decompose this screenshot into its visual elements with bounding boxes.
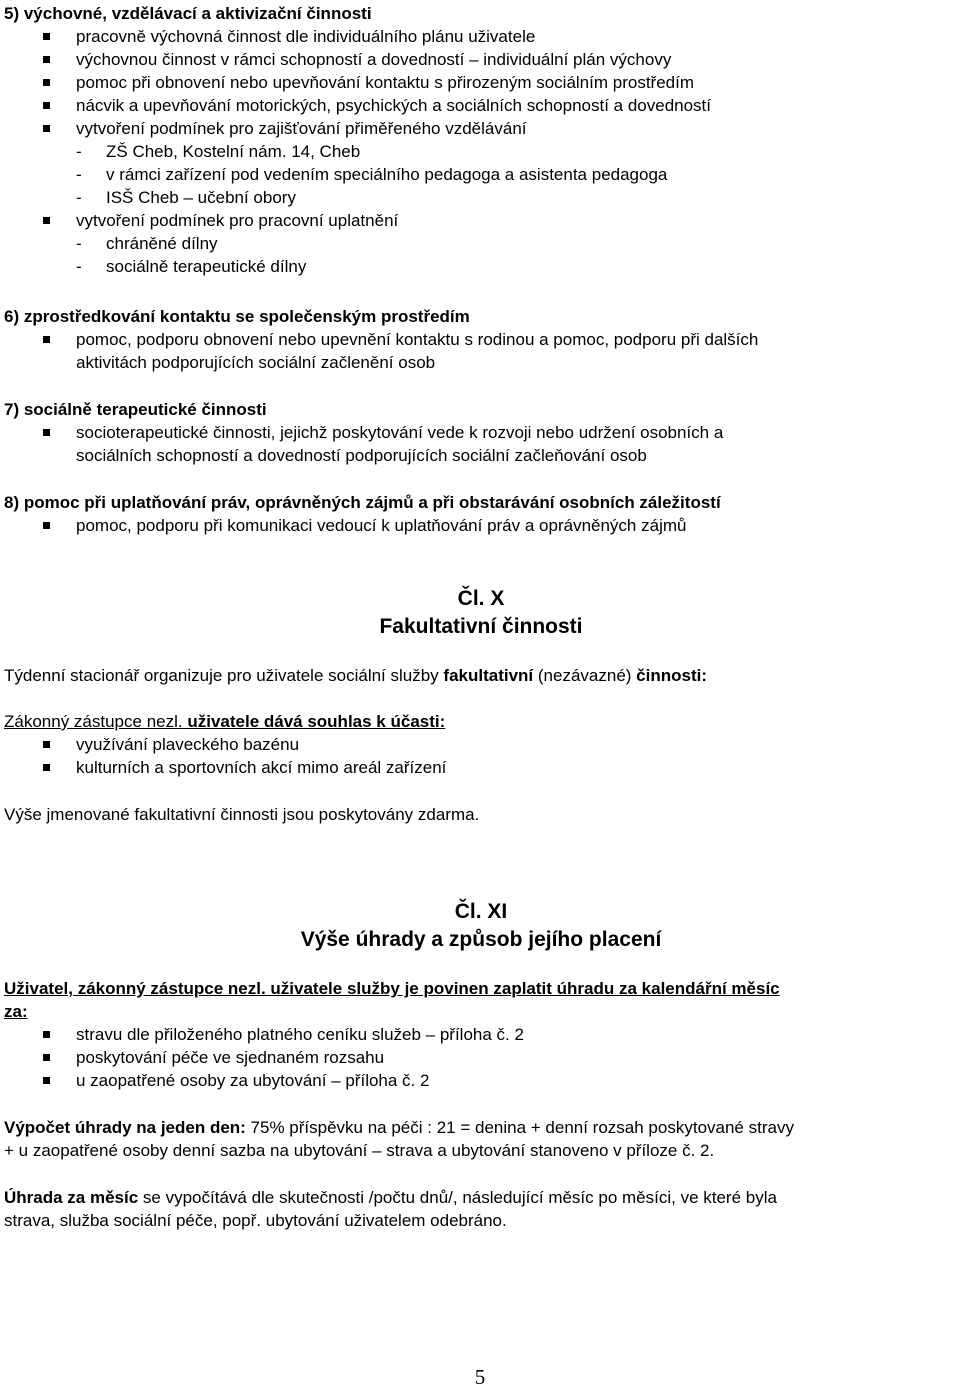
section-6-heading: 6) zprostředkování kontaktu se společenským prostředím <box>4 307 470 326</box>
list-item-continuation: sociálních schopností a dovedností podporujících sociální začleňování osob <box>76 446 647 465</box>
sub-list-item: - chráněné dílny <box>76 234 218 253</box>
section-5-heading: 5) výchovné, vzdělávací a aktivizační činnosti <box>4 4 372 23</box>
sub-list-item: - sociálně terapeutické dílny <box>76 257 307 276</box>
article-10-intro: Týdenní stacionář organizuje pro uživatele sociální služby fakultativní (nezávazné) činnosti: <box>4 666 707 685</box>
list-item: pomoc při obnovení nebo upevňování kontaktu s přirozeným sociálním prostředím <box>4 71 958 94</box>
article-10-number: Čl. X <box>457 587 505 610</box>
sub-list-item: - ISŠ Cheb – učební obory <box>76 188 296 207</box>
list-item: u zaopatřené osoby za ubytování – příloha č. 2 <box>4 1069 958 1092</box>
list-item: pracovně výchovná činnost dle individuálního plánu uživatele <box>4 25 958 48</box>
article-10-title: Fakultativní činnosti <box>379 615 583 638</box>
list-item: nácvik a upevňování motorických, psychických a sociálních schopností a dovedností <box>4 94 958 117</box>
article-11-number: Čl. XI <box>454 900 508 923</box>
sub-list-item: - ZŠ Cheb, Kostelní nám. 14, Cheb <box>76 142 361 161</box>
list-item: poskytování péče ve sjednaném rozsahu <box>4 1046 958 1069</box>
monthly-payment: Úhrada za měsíc se vypočítává dle skutečnosti /počtu dnů/, následující měsíc po měsíci, ve které byla strava, služba sociální péče, popř. ubytování uživatelem odebráno. <box>4 1188 777 1230</box>
list-item: stravu dle přiloženého platného ceníku služeb – příloha č. 2 <box>4 1023 958 1046</box>
article-11-title: Výše úhrady a způsob jejího placení <box>300 928 662 951</box>
section-8-heading: 8) pomoc při uplatňování práv, oprávněných zájmů a při obstarávání osobních záležitostí <box>4 493 721 512</box>
page-number: 5 <box>474 1365 486 1389</box>
list-item: vytvoření podmínek pro pracovní uplatnění <box>4 209 958 232</box>
list-item: kulturních a sportovních akcí mimo areál zařízení <box>4 756 958 779</box>
consent-line: Zákonný zástupce nezl. uživatele dává souhlas k účasti: <box>4 712 446 731</box>
payment-duty: Uživatel, zákonný zástupce nezl. uživatele služby je povinen zaplatit úhradu za kalendářní měsíc za: <box>4 979 780 1021</box>
list-item: výchovnou činnost v rámci schopností a dovedností – individuální plán výchovy <box>4 48 958 71</box>
section-7-heading: 7) sociálně terapeutické činnosti <box>4 400 267 419</box>
list-item: pomoc, podporu při komunikaci vedoucí k uplatňování práv a oprávněných zájmů <box>4 514 958 537</box>
article-10-note: Výše jmenované fakultativní činnosti jsou poskytovány zdarma. <box>4 805 480 824</box>
list-item: socioterapeutické činnosti, jejichž poskytování vede k rozvoji nebo udržení osobních a <box>4 421 958 444</box>
list-item: vytvoření podmínek pro zajišťování přiměřeného vzdělávání <box>4 117 958 140</box>
daily-calculation: Výpočet úhrady na jeden den: 75% příspěvku na péči : 21 = denina + denní rozsah poskytované stravy + u zaopatřené osoby denní sazba na ubytování – strava a ubytování stanoveno v příloze č. 2. <box>4 1118 794 1160</box>
list-item: pomoc, podporu obnovení nebo upevnění kontaktu s rodinou a pomoc, podporu při dalších <box>4 328 958 351</box>
list-item: využívání plaveckého bazénu <box>4 733 958 756</box>
list-item-continuation: aktivitách podporujících sociální začlenění osob <box>76 353 436 372</box>
sub-list-item: - v rámci zařízení pod vedením speciálního pedagoga a asistenta pedagoga <box>76 165 668 184</box>
